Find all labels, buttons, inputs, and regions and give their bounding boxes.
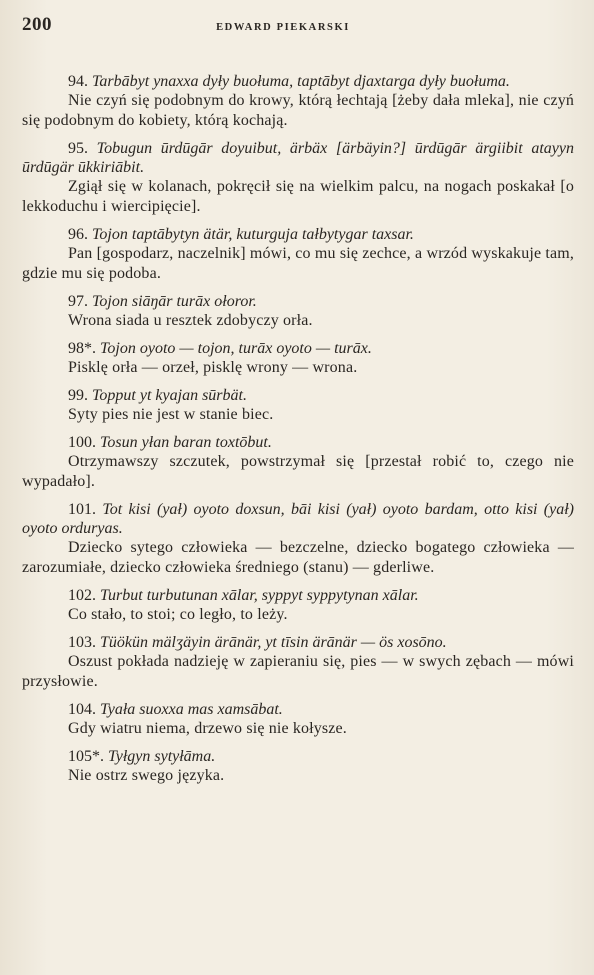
- proverb-translation: Gdy wiatru niema, drzewo się nie kołysze.: [68, 720, 347, 737]
- proverb-number: 94.: [68, 73, 88, 90]
- proverb-number: 99.: [68, 387, 88, 404]
- proverb-translation: Pisklę orła — orzeł, pisklę wrony — wrona.: [68, 359, 358, 376]
- proverb-text: Topput yt kyajan sūrbät.: [92, 387, 247, 404]
- proverb-entry-103: [22, 633, 574, 692]
- proverb-text: Tobugun ūrdūgār doyuibut, ärbäx [ärbäyin?] ūrdūgār ärgiibit atayyn ūrdūgär ūkkiriābit.: [22, 140, 574, 176]
- page-number: 200: [22, 14, 52, 35]
- proverb-number: 96.: [68, 226, 88, 243]
- proverb-translation: Dziecko sytego człowieka — bezczelne, dziecko bogatego człowieka — zarozumiałe, dziecko człowieka średniego (stanu) — gderliwe.: [22, 539, 574, 576]
- running-head: EDWARD PIEKARSKI: [216, 22, 350, 33]
- proverb-number: 102.: [68, 587, 96, 604]
- proverb-original: [22, 586, 574, 605]
- proverb-entry-104: [22, 700, 574, 739]
- proverb-text: Tosun yłan baran toxtōbut.: [100, 434, 272, 451]
- proverb-entry-101: [22, 500, 574, 578]
- page-header: [22, 14, 574, 44]
- proverb-translation: Co stało, to stoi; co legło, to leży.: [68, 606, 288, 623]
- proverb-original: [22, 386, 574, 405]
- proverb-original: [22, 747, 574, 766]
- proverb-entry-96: [22, 225, 574, 284]
- proverb-text: Tojon taptābytyn ätär, kuturguja tałbytygar taxsar.: [92, 226, 414, 243]
- proverb-entry-102: [22, 586, 574, 625]
- proverb-text: Tarbābyt ynaxxa dyły buołuma, taptābyt djaxtarga dyły buołuma.: [92, 73, 510, 90]
- proverb-number: 100.: [68, 434, 96, 451]
- proverb-translation: Nie ostrz swego języka.: [68, 767, 225, 784]
- proverb-translation: Nie czyń się podobnym do krowy, którą łechtają [żeby dała mleka], nie czyń się podobnym do kobiety, którą kochają.: [22, 92, 574, 129]
- proverb-entry-97: [22, 292, 574, 331]
- proverb-text: Tüökün mälʒäyin ärānär, yt tīsin ärānär — ös xosōno.: [100, 634, 447, 651]
- proverb-entry-95: [22, 139, 574, 217]
- proverb-original: [22, 72, 574, 91]
- proverb-text: Tyłgyn sytyłāma.: [108, 748, 216, 765]
- proverb-text: Tyała suoxxa mas xamsābat.: [100, 701, 283, 718]
- proverb-translation: Wrona siada u resztek zdobyczy orła.: [68, 312, 313, 329]
- proverb-number: 101.: [68, 501, 96, 518]
- proverb-original: [22, 292, 574, 311]
- proverb-entry-98: [22, 339, 574, 378]
- proverb-number: 97.: [68, 293, 88, 310]
- proverb-translation: Otrzymawszy szczutek, powstrzymał się [przestał robić to, czego nie wypadało].: [22, 453, 574, 490]
- proverb-original: [22, 139, 574, 177]
- proverb-number: 95.: [68, 140, 88, 157]
- proverb-translation: Pan [gospodarz, naczelnik] mówi, co mu się zechce, a wrzód wyskakuje tam, gdzie mu się podoba.: [22, 245, 574, 282]
- proverb-original: [22, 633, 574, 652]
- proverb-text: Tojon oyoto — tojon, turāx oyoto — turāx.: [100, 340, 372, 357]
- proverb-translation: Zgiął się w kolanach, pokręcił się na wielkim palcu, na nogach poskakał [o lekkoduchu i wiercipięcie].: [22, 178, 574, 215]
- proverb-text: Turbut turbutunan xālar, syppyt syppytynan xālar.: [100, 587, 419, 604]
- proverb-entry-105: [22, 747, 574, 786]
- proverb-entry-100: [22, 433, 574, 492]
- proverb-translation: Oszust pokłada nadzieję w zapieraniu się, pies — w swych zębach — mówi przysłowie.: [22, 653, 574, 690]
- proverb-translation: Syty pies nie jest w stanie biec.: [68, 406, 274, 423]
- proverb-number: 98*.: [68, 340, 96, 357]
- proverb-entry-99: [22, 386, 574, 425]
- proverb-text: Tojon siāŋār turāx ołoror.: [92, 293, 257, 310]
- proverb-original: [22, 700, 574, 719]
- proverb-entry-94: [22, 72, 574, 131]
- proverb-number: 104.: [68, 701, 96, 718]
- proverb-original: [22, 500, 574, 538]
- proverb-original: [22, 225, 574, 244]
- proverb-number: 103.: [68, 634, 96, 651]
- proverb-list: [22, 72, 574, 786]
- proverb-number: 105*.: [68, 748, 104, 765]
- proverb-original: [22, 433, 574, 452]
- proverb-original: [22, 339, 574, 358]
- proverb-text: Tot kisi (yał) oyoto doxsun, bāi kisi (yał) oyoto bardam, otto kisi (yał) oyoto orduryas.: [22, 501, 575, 537]
